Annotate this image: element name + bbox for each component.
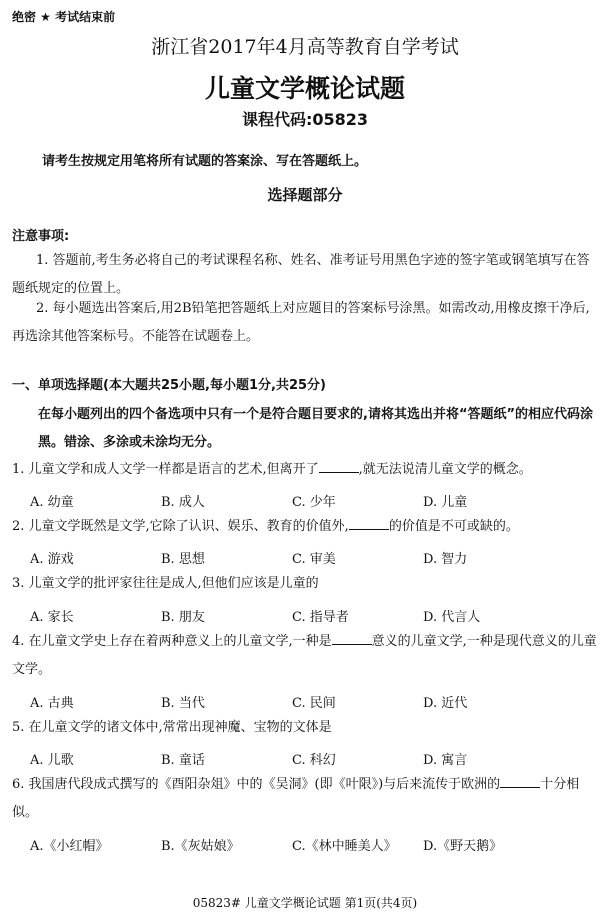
question-2-before: 2. 儿童文学既然是文学,它除了认识、娱乐、教育的价值外, (12, 519, 349, 534)
option-d: D.《野天鹅》 (423, 839, 503, 854)
question-6 (12, 771, 602, 827)
answer-blank (349, 517, 389, 530)
exam-title: 浙江省2017年4月高等教育自学考试 (151, 36, 459, 58)
option-c: C.《林中睡美人》 (292, 839, 397, 854)
question-5-before: 5. 在儿童文学的诸文体中,常常出现神魔、宝物的文体是 (12, 720, 332, 735)
question-3-before: 3. 儿童文学的批评家往往是成人,但他们应该是儿童的 (12, 576, 319, 591)
part1-instruction: 在每小题列出的四个备选项中只有一个是符合题目要求的,请将其选出并将“答题纸”的相应代码涂黑。错涂、多涂或未涂均无分。 (38, 407, 594, 450)
option-c: C. 科幻 (292, 753, 336, 768)
answer-blank (500, 775, 540, 788)
option-d: D. 代言人 (423, 610, 481, 625)
section-title: 选择题部分 (267, 186, 343, 204)
notes-title: 注意事项: (12, 229, 70, 244)
option-c: C. 少年 (292, 495, 336, 510)
question-2 (12, 513, 602, 541)
question-3 (12, 570, 602, 598)
option-b: B. 朋友 (161, 610, 205, 625)
option-d: D. 近代 (423, 696, 468, 711)
answer-blank (319, 460, 359, 473)
option-b: B.《灰姑娘》 (161, 839, 240, 854)
answer-notice: 请考生按规定用笔将所有试题的答案涂、写在答题纸上。 (42, 154, 368, 169)
answer-blank (332, 632, 372, 645)
question-6-after: 十分相似。 (12, 777, 580, 820)
question-6-options (30, 835, 554, 854)
option-c: C. 指导者 (292, 610, 349, 625)
note-1-text: 1. 答题前,考生务必将自己的考试课程名称、姓名、准考证号用黑色字迹的签字笔或钢笔填写在答题纸规定的位置上。 (12, 253, 590, 296)
option-d: D. 智力 (423, 552, 468, 567)
option-b: B. 当代 (161, 696, 205, 711)
note-2 (12, 295, 598, 351)
option-b: B. 思想 (161, 552, 205, 567)
option-a: A. 游戏 (30, 552, 74, 567)
question-1 (12, 456, 602, 484)
option-d: D. 儿童 (423, 495, 468, 510)
question-4-before: 4. 在儿童文学史上存在着两种意义上的儿童文学,一种是 (12, 634, 332, 649)
paper-title: 儿童文学概论试题 (204, 74, 405, 103)
option-a: A. 儿歌 (30, 753, 74, 768)
part1-title: 一、单项选择题(本大题共25小题,每小题1分,共25分) (12, 378, 326, 393)
question-2-options (30, 548, 554, 567)
option-a: A.《小红帽》 (30, 839, 109, 854)
confidential-label: 绝密 ★ 考试结束前 (12, 10, 116, 24)
option-c: C. 审美 (292, 552, 336, 567)
question-1-before: 1. 儿童文学和成人文学一样都是语言的艺术,但离开了 (12, 462, 319, 477)
question-5 (12, 714, 602, 742)
page-footer: 05823# 儿童文学概论试题 第1页(共4页) (192, 896, 418, 910)
option-d: D. 寓言 (423, 753, 468, 768)
option-b: B. 童话 (161, 753, 205, 768)
note-2-text: 2. 每小题选出答案后,用2B铅笔把答题纸上对应题目的答案标号涂黑。如需改动,用橡皮擦干净后,再选涂其他答案标号。不能答在试题卷上。 (12, 301, 590, 344)
question-4 (12, 628, 602, 684)
question-3-options (30, 606, 554, 625)
question-4-after: 意义的儿童文学,一种是现代意义的儿童文学。 (12, 634, 597, 677)
question-2-after: 的价值是不可或缺的。 (388, 519, 519, 534)
question-1-options (30, 491, 554, 510)
option-a: A. 古典 (30, 696, 74, 711)
course-code: 课程代码:05823 (241, 110, 369, 129)
question-5-options (30, 749, 554, 768)
option-a: A. 家长 (30, 610, 74, 625)
question-6-before: 6. 我国唐代段成式撰写的《酉阳杂俎》中的《吴洞》(即《叶限》)与后来流传于欧洲的 (12, 777, 501, 792)
option-c: C. 民间 (292, 696, 336, 711)
question-4-options (30, 692, 554, 711)
question-1-after: ,就无法说清儿童文学的概念。 (358, 462, 532, 477)
option-b: B. 成人 (161, 495, 205, 510)
option-a: A. 幼童 (30, 495, 74, 510)
